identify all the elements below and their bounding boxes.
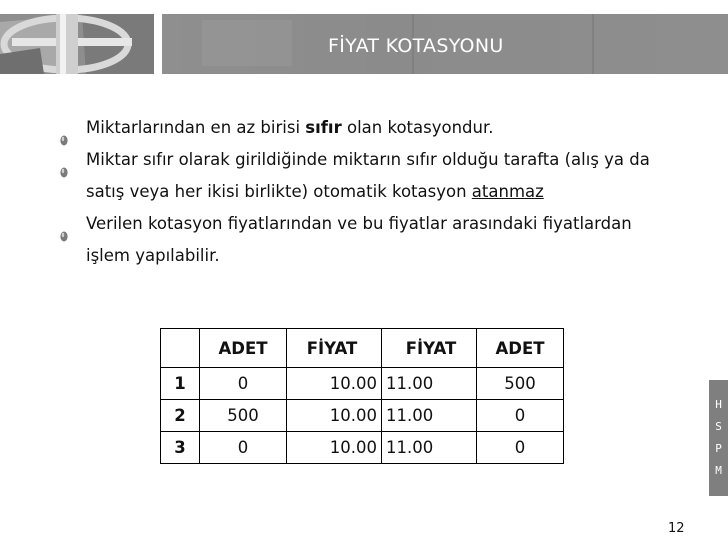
table-cell: 500 — [477, 368, 564, 400]
quote-table — [160, 328, 564, 464]
side-logo-letter: H — [715, 398, 722, 411]
side-logo — [709, 380, 728, 496]
bullet-list — [60, 112, 680, 272]
table-cell: 0 — [477, 432, 564, 464]
bullet-item — [60, 112, 680, 144]
table-cell: 3 — [161, 432, 200, 464]
bullet-3-text: Verilen kotasyon fiyatlarından ve bu fiyatlar arasındaki fiyatlardan işlem yapılabilir. — [86, 214, 632, 265]
bullet-2-text: Miktar sıfır olarak girildiğinde miktarın sıfır olduğu tarafta (alış ya da satış veya her ikisi birlikte) otomatik kotasyon — [86, 150, 650, 201]
table-cell: 0 — [200, 432, 287, 464]
table-row — [161, 400, 564, 432]
table-cell: 0 — [477, 400, 564, 432]
bullet-icon — [60, 125, 68, 136]
side-logo-letter: S — [715, 420, 722, 433]
table-cell: 10.00 — [287, 400, 382, 432]
bullet-1-bold: sıfır — [305, 118, 342, 137]
table-header-row — [161, 329, 564, 368]
table-header-cell — [161, 329, 200, 368]
bullet-item — [60, 208, 680, 272]
bullet-1-text-end: olan kotasyondur. — [341, 118, 494, 137]
table-cell: 11.00 — [382, 400, 477, 432]
table-header-cell: ADET — [477, 329, 564, 368]
page-number: 12 — [668, 521, 685, 536]
side-logo-letter: M — [715, 464, 722, 477]
table-cell: 10.00 — [287, 368, 382, 400]
table-row — [161, 368, 564, 400]
table-cell: 500 — [200, 400, 287, 432]
table-header-cell: ADET — [200, 329, 287, 368]
side-logo-letter: P — [715, 442, 722, 455]
sculpture-logo-icon — [0, 14, 154, 74]
table-cell: 1 — [161, 368, 200, 400]
bullet-1-text: Miktarlarından en az birisi — [86, 118, 306, 137]
bullet-icon — [60, 221, 68, 232]
table-cell: 0 — [200, 368, 287, 400]
table-cell: 2 — [161, 400, 200, 432]
table-cell: 10.00 — [287, 432, 382, 464]
table-cell: 11.00 — [382, 368, 477, 400]
bullet-2-underlined: atanmaz — [471, 182, 544, 201]
bullet-icon — [60, 157, 68, 168]
logo-image — [0, 14, 154, 74]
table-row — [161, 432, 564, 464]
table-header-cell: FİYAT — [382, 329, 477, 368]
table-cell: 11.00 — [382, 432, 477, 464]
table-header-cell: FİYAT — [287, 329, 382, 368]
slide-title: FİYAT KOTASYONU — [328, 35, 504, 57]
bullet-item — [60, 144, 680, 208]
